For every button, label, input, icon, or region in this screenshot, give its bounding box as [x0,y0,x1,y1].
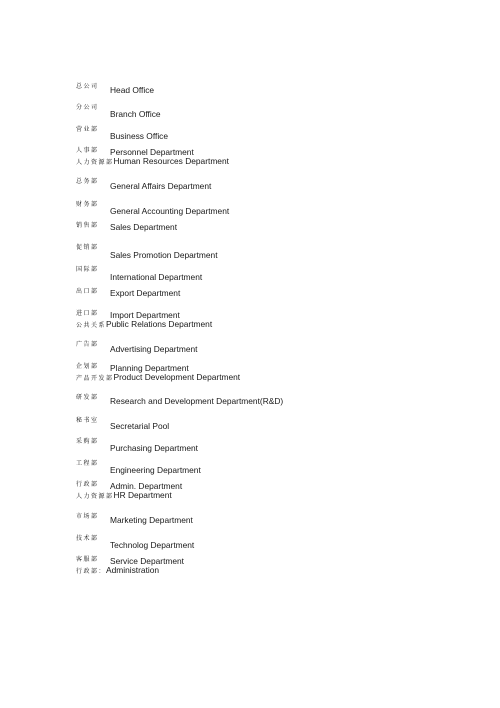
chinese-label: 人事部 [76,147,99,154]
department-entry [0,178,500,192]
department-entry [0,394,500,408]
chinese-label: 秘书室 [76,417,99,424]
department-entry [0,222,500,236]
department-entry [0,288,500,302]
english-label: Engineering Department [110,465,201,475]
english-label: General Affairs Department [110,181,212,191]
department-entry [0,156,500,170]
english-label: Administration [106,565,160,575]
department-entry [0,341,500,355]
department-entry [0,490,500,504]
english-label: Planning Department [110,363,189,373]
english-label: Product Development Department [113,372,241,382]
department-entry [0,83,500,97]
department-entry [0,417,500,431]
department-entry [0,565,500,579]
english-label: Purchasing Department [110,443,198,453]
chinese-label: 公共关系 [76,322,107,329]
english-label: HR Department [113,490,172,500]
english-label: Research and Development Department(R&D) [110,396,284,406]
chinese-label: 出口部 [76,288,99,295]
chinese-label: 总公司 [76,83,99,90]
english-label: Sales Department [110,222,178,232]
english-label: Personnel Department [110,147,194,157]
english-label: Service Department [110,556,185,566]
chinese-label: 总务部 [76,178,99,185]
department-entry [0,535,500,549]
english-label: General Accounting Department [110,206,230,216]
english-label: Branch Office [110,109,161,119]
english-label: Import Department [110,310,180,320]
chinese-label: 广告部 [76,341,99,348]
english-label: Marketing Department [110,515,193,525]
chinese-label: 行政部： [76,568,107,575]
chinese-label: 分公司 [76,104,99,111]
department-entry [0,438,500,452]
english-label: Export Department [110,288,181,298]
english-label: Technolog Department [110,540,195,550]
english-label: Human Resources Department [113,156,229,166]
department-entry [0,319,500,333]
english-label: Sales Promotion Department [110,250,218,260]
chinese-label: 研发部 [76,394,99,401]
english-label: Admin. Department [110,481,183,491]
chinese-label: 销售部 [76,222,99,229]
english-label: International Department [110,272,203,282]
department-entry [0,104,500,118]
chinese-label: 产品开发部 [76,375,114,382]
chinese-label: 人力资源部 [76,159,114,166]
english-label: Secretarial Pool [110,421,170,431]
department-entry [0,244,500,258]
chinese-label: 工程部 [76,460,99,467]
chinese-label: 营业部 [76,126,99,133]
english-label: Advertising Department [110,344,198,354]
chinese-label: 促销部 [76,244,99,251]
department-entry [0,126,500,140]
chinese-label: 人力资源部 [76,493,114,500]
department-entry [0,372,500,386]
department-entry [0,266,500,280]
department-entry [0,460,500,474]
chinese-label: 采购部 [76,438,99,445]
chinese-label: 技术部 [76,535,99,542]
chinese-label: 财务部 [76,201,99,208]
english-label: Public Relations Department [106,319,213,329]
chinese-label: 行政部 [76,481,99,488]
english-label: Head Office [110,85,155,95]
chinese-label: 市场部 [76,513,99,520]
chinese-label: 企划部 [76,363,99,370]
chinese-label: 国际部 [76,266,99,273]
english-label: Business Office [110,131,169,141]
chinese-label: 进口部 [76,310,99,317]
department-entry [0,201,500,215]
department-entry [0,513,500,527]
chinese-label: 客服部 [76,556,99,563]
